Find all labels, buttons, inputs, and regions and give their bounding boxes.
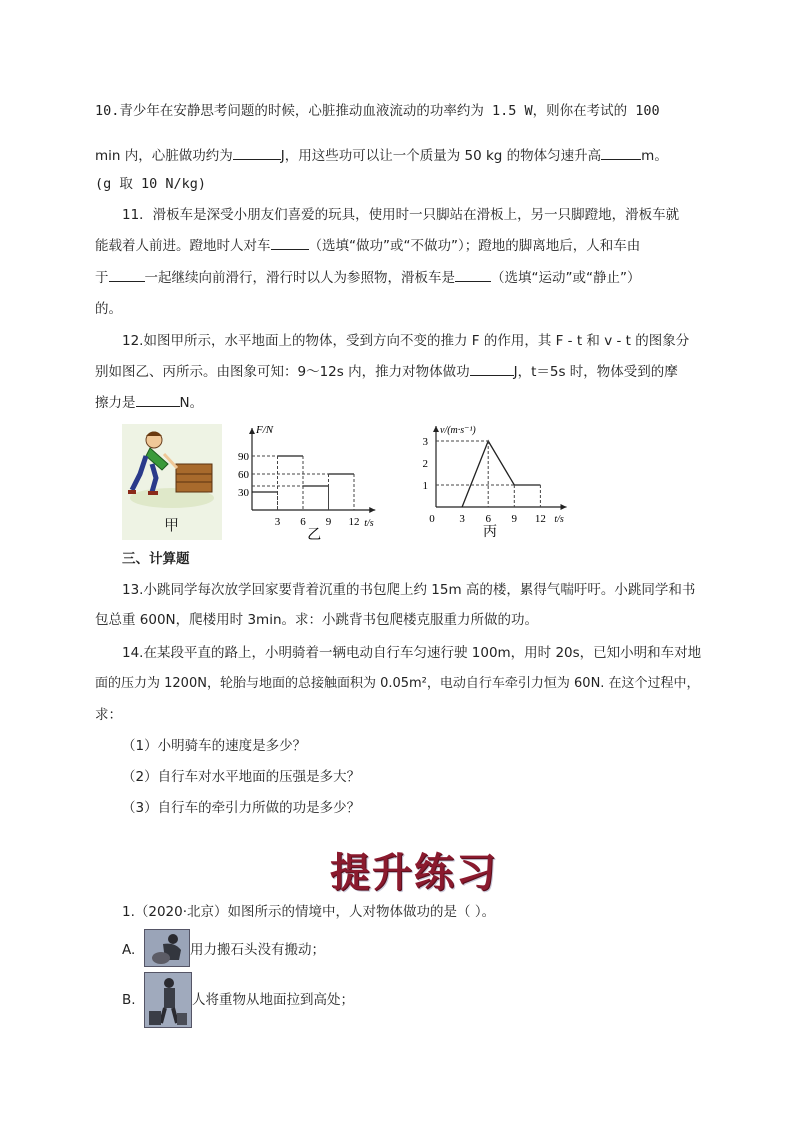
y-tick-label: 2 bbox=[422, 458, 428, 470]
answer-blank[interactable] bbox=[470, 362, 514, 376]
y-tick-label: 3 bbox=[422, 436, 428, 448]
answer-blank[interactable] bbox=[109, 268, 145, 282]
q11-line2: 能载着人前进。蹬地时人对车 （选填“做功”或“不做功”）；蹬地的脚离地后，人和车由 bbox=[95, 238, 641, 254]
y-axis-arrow bbox=[433, 426, 439, 432]
person-lifting-stone-icon bbox=[145, 930, 189, 966]
option-b-text: 人将重物从地面拉到高处； bbox=[192, 992, 354, 1008]
figure-b-label: 乙 bbox=[307, 528, 322, 542]
q10-line2: min 内，心脏做功约为 J，用这些功可以让一个质量为 50 kg 的物体匀速升高 m。 bbox=[95, 148, 668, 164]
q11-line1: 11．滑板车是深受小朋友们喜爱的玩具，使用时一只脚站在滑板上，另一只脚蹬地，滑板车就 bbox=[122, 207, 680, 223]
person-lifting-weight-icon bbox=[145, 973, 191, 1027]
x-axis-arrow bbox=[369, 507, 375, 513]
y-axis-label: v/(m·s⁻¹) bbox=[440, 425, 476, 436]
x-tick-label: 3 bbox=[274, 516, 281, 528]
x-tick-label: 3 bbox=[459, 513, 465, 525]
x-axis-arrow bbox=[561, 504, 567, 510]
q13-line2: 包总重 600N，爬楼用时 3min。求：小跳背书包爬楼克服重力所做的功。 bbox=[95, 612, 538, 628]
x-tick-label: 9 bbox=[325, 516, 332, 528]
q11-line3: 于 一起继续向前滑行，滑行时以人为参照物，滑板车是 （选填“运动”或“静止”） bbox=[95, 270, 641, 286]
q14-sub3: （3）自行车的牵引力所做的功是多少？ bbox=[122, 800, 361, 816]
x-tick-label: 6 bbox=[485, 513, 491, 525]
x-tick-label: 0 bbox=[429, 513, 435, 525]
q14-line1: 14.在某段平直的路上，小明骑着一辆电动自行车匀速行驶 100m，用时 20s，已知小明和车对地 bbox=[122, 645, 702, 661]
practice1-stem: 1.（2020·北京）如图所示的情境中，人对物体做功的是（ ）。 bbox=[122, 904, 496, 920]
x-tick-label: 6 bbox=[300, 516, 306, 528]
answer-blank[interactable] bbox=[601, 146, 641, 160]
q13-line1: 13.小跳同学每次放学回家要背着沉重的书包爬上约 15m 高的楼，累得气喘吁吁。小跳同学和书 bbox=[122, 582, 696, 598]
q14-sub2: （2）自行车对水平地面的压强是多大？ bbox=[122, 769, 361, 785]
section-banner: 提升练习 bbox=[330, 849, 498, 896]
q14-line3: 求： bbox=[95, 707, 122, 723]
x-axis-label: t/s bbox=[554, 514, 564, 525]
option-b-image bbox=[144, 972, 192, 1028]
chart-force-time bbox=[232, 422, 382, 542]
figure-c-label: 丙 bbox=[482, 525, 497, 540]
option-b-letter[interactable]: B. bbox=[122, 992, 136, 1008]
y-tick-label: 30 bbox=[238, 487, 249, 499]
x-axis-label: t/s bbox=[364, 518, 374, 529]
y-axis-label: F/N bbox=[256, 424, 274, 436]
chart-velocity-time bbox=[414, 422, 574, 542]
option-a-letter[interactable]: A. bbox=[122, 942, 136, 958]
y-tick-label: 60 bbox=[238, 469, 249, 481]
figure-a-label: 甲 bbox=[164, 518, 180, 534]
section-title: 三、计算题 bbox=[122, 551, 190, 567]
x-tick-label: 12 bbox=[534, 513, 546, 525]
q14-sub1: （1）小明骑车的速度是多少？ bbox=[122, 738, 307, 754]
q12-line3: 擦力是 N。 bbox=[95, 395, 204, 411]
x-tick-label: 12 bbox=[348, 516, 360, 528]
answer-blank[interactable] bbox=[136, 393, 180, 407]
velocity-line bbox=[462, 441, 540, 507]
q14-line2: 面的压力为 1200N，轮胎与地面的总接触面积为 0.05m²，电动自行车牵引力恒为 60N. 在这个过程中， bbox=[95, 676, 700, 691]
q10-line1: 10.青少年在安静思考问题的时候，心脏推动血液流动的功率约为 1.5 W，则你在考试的 100 bbox=[95, 103, 660, 119]
y-tick-label: 90 bbox=[238, 451, 249, 463]
x-tick-label: 9 bbox=[511, 513, 518, 525]
option-a-image bbox=[144, 929, 190, 967]
option-a-text: 用力搬石头没有搬动； bbox=[190, 942, 325, 958]
q10-line3: (g 取 10 N/kg) bbox=[95, 176, 207, 192]
answer-blank[interactable] bbox=[271, 236, 309, 250]
q11-line4: 的。 bbox=[95, 301, 122, 317]
q12-line2: 别如图乙、丙所示。由图象可知：9～12s 内，推力对物体做功 J，t＝5s 时，物体受到的摩 bbox=[95, 364, 678, 380]
y-axis-arrow bbox=[249, 428, 255, 434]
answer-blank[interactable] bbox=[455, 268, 491, 282]
q12-line1: 12.如图甲所示，水平地面上的物体，受到方向不变的推力 F 的作用，其 F - t 和 v - t 的图象分 bbox=[122, 333, 690, 349]
answer-blank[interactable] bbox=[233, 146, 281, 160]
y-tick-label: 1 bbox=[422, 480, 428, 492]
figure-person-pushing-box bbox=[122, 424, 222, 540]
